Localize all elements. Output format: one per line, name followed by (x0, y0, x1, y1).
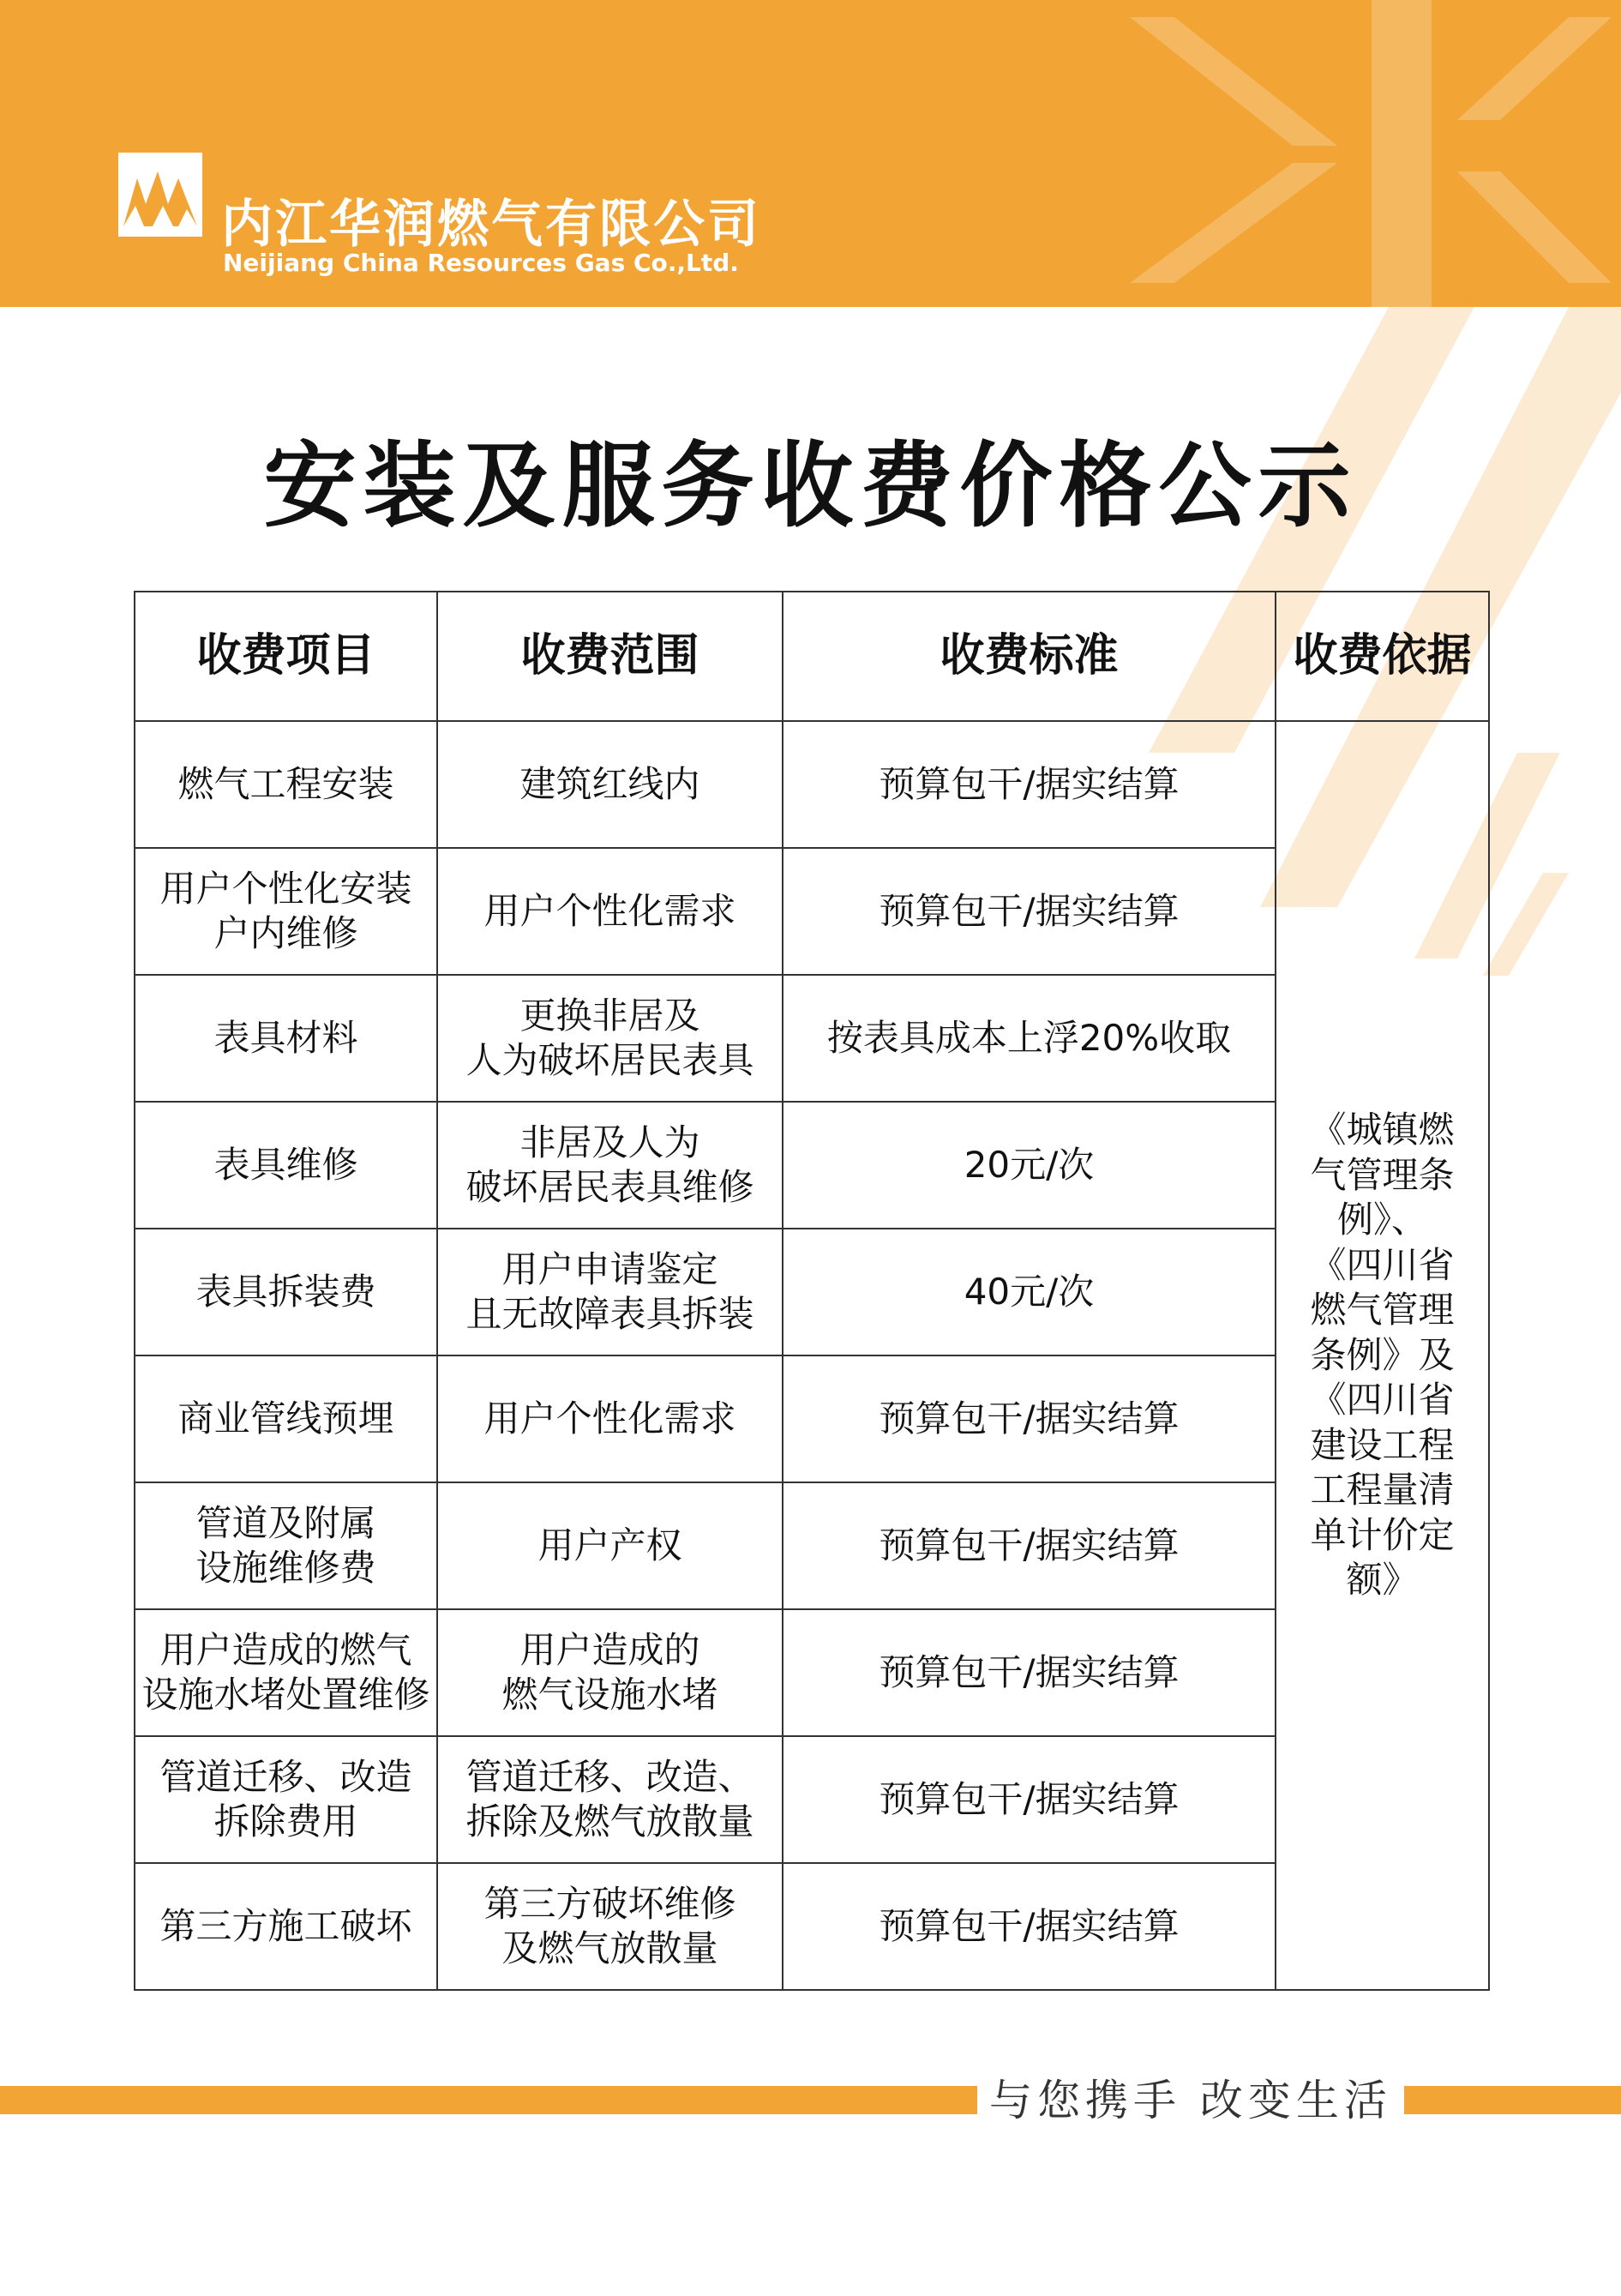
cell-standard: 预算包干/据实结算 (783, 1482, 1276, 1609)
cell-item: 第三方施工破坏 (135, 1863, 437, 1990)
cell-scope: 管道迁移、改造、 拆除及燃气放散量 (437, 1736, 783, 1863)
cell-scope: 用户个性化需求 (437, 848, 783, 975)
cell-item: 表具维修 (135, 1102, 437, 1229)
cell-item: 用户造成的燃气 设施水堵处置维修 (135, 1609, 437, 1736)
header-standard: 收费标准 (783, 592, 1276, 721)
cell-item: 燃气工程安装 (135, 721, 437, 848)
cell-standard: 预算包干/据实结算 (783, 1736, 1276, 1863)
header-basis: 收费依据 (1276, 592, 1489, 721)
fee-table-body (135, 721, 1489, 1990)
header-band (0, 0, 1621, 307)
cell-item: 管道及附属 设施维修费 (135, 1482, 437, 1609)
table-header-row (135, 592, 1489, 721)
company-logo-icon (118, 153, 202, 237)
page-title: 安装及服务收费价格公示 (263, 433, 1358, 540)
cell-scope: 用户申请鉴定 且无故障表具拆装 (437, 1229, 783, 1355)
cell-scope: 更换非居及 人为破坏居民表具 (437, 975, 783, 1102)
cell-standard: 按表具成本上浮20%收取 (783, 975, 1276, 1102)
header-scope: 收费范围 (437, 592, 783, 721)
cell-scope: 用户产权 (437, 1482, 783, 1609)
company-name-cn: 内江华润燃气有限公司 (221, 195, 761, 255)
cell-standard: 20元/次 (783, 1102, 1276, 1229)
cell-standard: 预算包干/据实结算 (783, 1863, 1276, 1990)
cell-standard: 预算包干/据实结算 (783, 848, 1276, 975)
cell-scope: 建筑红线内 (437, 721, 783, 848)
cell-standard: 预算包干/据实结算 (783, 721, 1276, 848)
cell-standard: 预算包干/据实结算 (783, 1609, 1276, 1736)
cell-item: 商业管线预埋 (135, 1355, 437, 1482)
cell-standard: 预算包干/据实结算 (783, 1355, 1276, 1482)
cell-scope: 用户个性化需求 (437, 1355, 783, 1482)
cell-scope: 非居及人为 破坏居民表具维修 (437, 1102, 783, 1229)
cell-item: 表具拆装费 (135, 1229, 437, 1355)
cell-item: 管道迁移、改造 拆除费用 (135, 1736, 437, 1863)
footer-slogan: 与您携手 改变生活 (977, 2075, 1404, 2126)
cell-scope: 第三方破坏维修 及燃气放散量 (437, 1863, 783, 1990)
cell-standard: 40元/次 (783, 1229, 1276, 1355)
cell-basis: 《城镇燃 气管理条 例》、 《四川省 燃气管理 条例》及 《四川省 建设工程 工程量清 单计价定 额》 (1276, 721, 1489, 1990)
header-item: 收费项目 (135, 592, 437, 721)
company-name-en: Neijiang China Resources Gas Co.,Ltd. (223, 249, 739, 277)
fee-table (134, 591, 1490, 1991)
cell-item: 表具材料 (135, 975, 437, 1102)
cell-item: 用户个性化安装 户内维修 (135, 848, 437, 975)
table-row (135, 721, 1489, 848)
cell-scope: 用户造成的 燃气设施水堵 (437, 1609, 783, 1736)
